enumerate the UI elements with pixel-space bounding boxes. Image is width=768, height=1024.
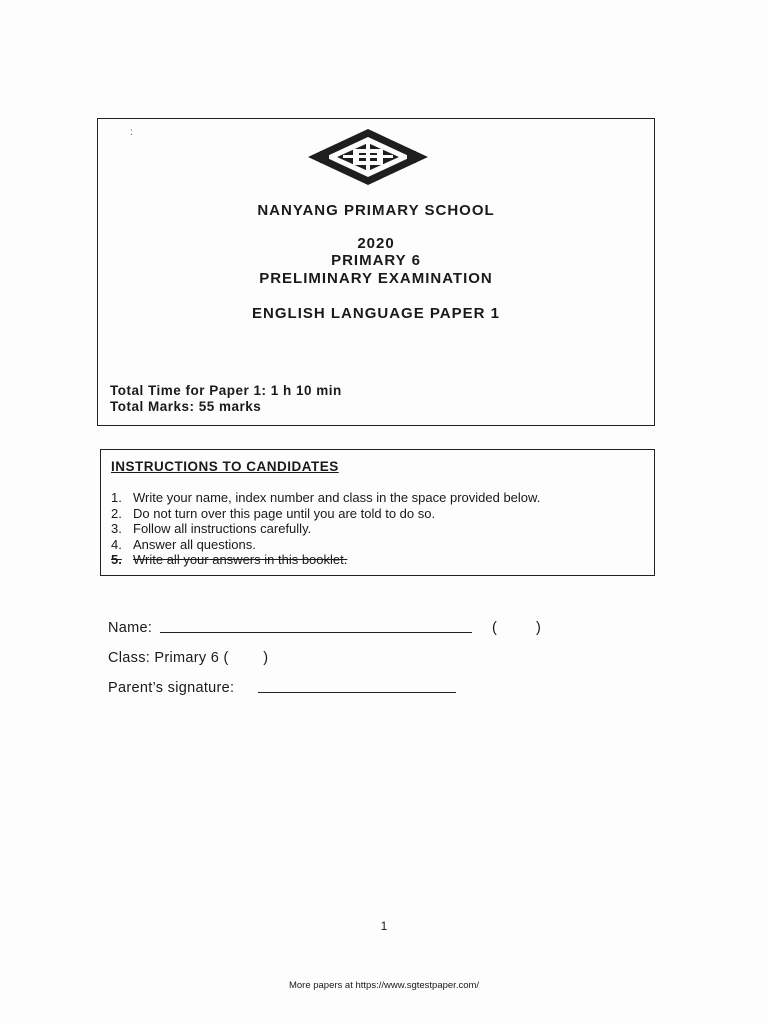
total-time: Total Time for Paper 1: 1 h 10 min: [110, 383, 342, 398]
page-number: 1: [380, 919, 388, 933]
exam-year: 2020: [357, 235, 395, 252]
instruction-number: 3.: [111, 521, 122, 536]
instruction-text: Follow all instructions carefully.: [133, 521, 312, 536]
name-field[interactable]: [160, 632, 472, 633]
total-marks: Total Marks: 55 marks: [110, 399, 262, 414]
school-logo-icon: [303, 127, 433, 187]
instruction-item: [111, 506, 540, 522]
instruction-text: Do not turn over this page until you are told to do so.: [133, 505, 436, 521]
school-name: NANYANG PRIMARY SCHOOL: [257, 202, 495, 219]
instructions-box: [100, 449, 655, 576]
instruction-item: [111, 552, 540, 568]
crossed-out-number: 5.: [111, 552, 122, 567]
paper-title: ENGLISH LANGUAGE PAPER 1: [252, 305, 500, 322]
scan-speck: :: [130, 127, 133, 138]
class-label: Class: Primary 6 ( ): [108, 650, 269, 666]
header-box: [97, 118, 655, 426]
exam-title: PRELIMINARY EXAMINATION: [259, 270, 493, 287]
instruction-number: 2.: [111, 505, 122, 521]
parent-signature-label: Parent’s signature:: [108, 680, 235, 696]
instruction-number: 1.: [111, 490, 122, 505]
instruction-text: Write your name, index number and class in the space provided below.: [133, 490, 541, 505]
crossed-out-instruction-text: Write all your answers in this booklet.: [133, 552, 348, 567]
instruction-item: [111, 521, 540, 537]
instruction-item: [111, 537, 540, 553]
instructions-list: [111, 490, 540, 568]
instruction-text: Answer all questions.: [133, 536, 256, 552]
grade-level: PRIMARY 6: [331, 252, 421, 269]
instructions-title: INSTRUCTIONS TO CANDIDATES: [111, 459, 339, 474]
footer-link-text: More papers at https://www.sgtestpaper.com/: [288, 980, 480, 991]
instruction-number: 4.: [111, 536, 122, 552]
parent-signature-field[interactable]: [258, 692, 456, 693]
index-number-close-paren: ): [536, 620, 541, 636]
instruction-item: [111, 490, 540, 506]
index-number-open-paren: (: [492, 620, 497, 636]
name-label: Name:: [108, 620, 153, 636]
